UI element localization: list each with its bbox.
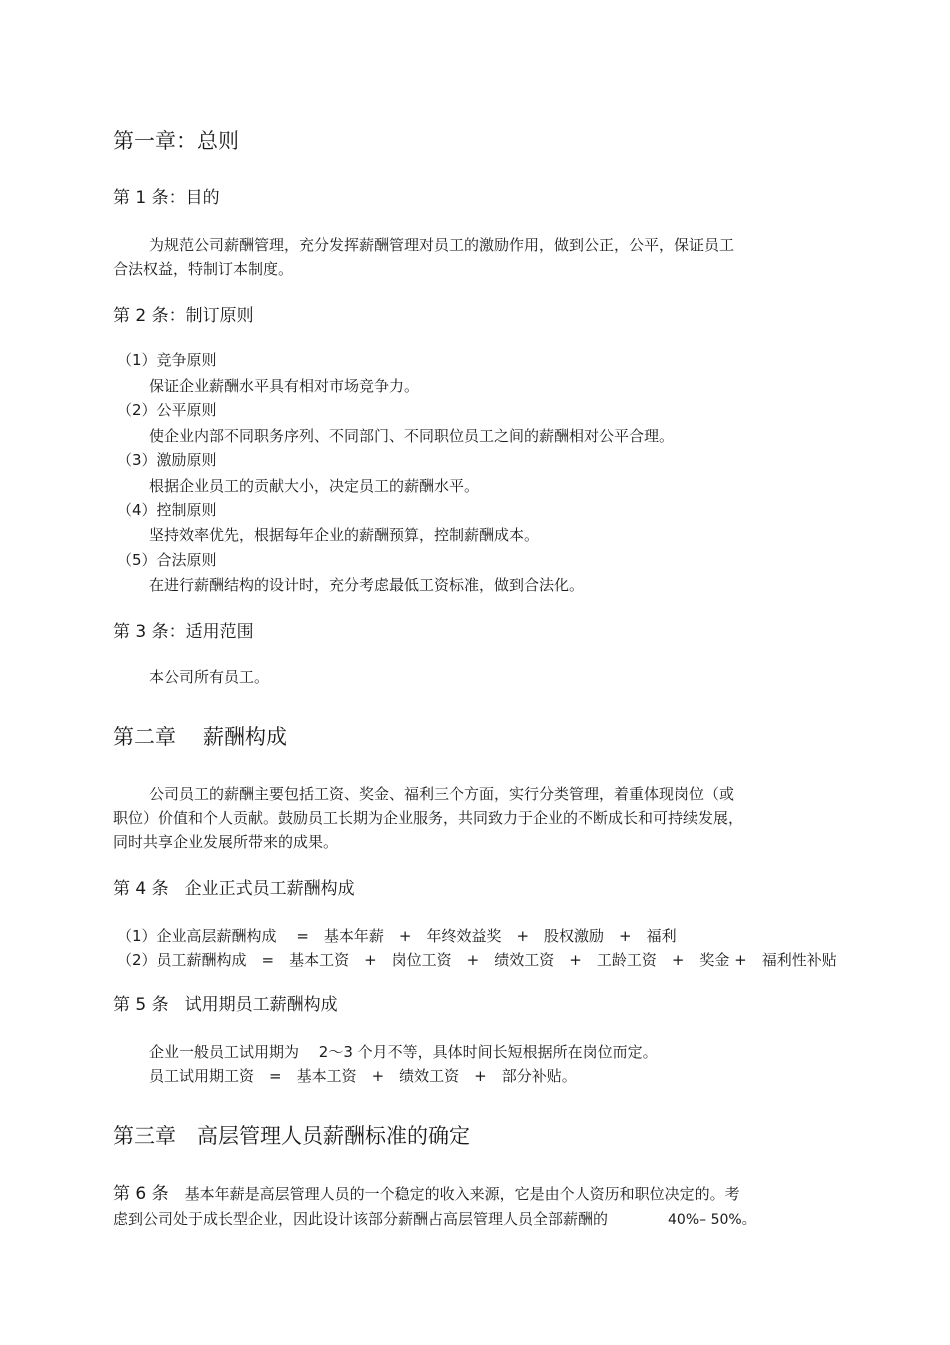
article-1-paragraph-line-1: 为规范公司薪酬管理，充分发挥薪酬管理对员工的激励作用，做到公正，公平，保证员工	[149, 236, 735, 254]
principle-3-desc: 根据企业员工的贡献大小，决定员工的薪酬水平。	[149, 477, 480, 495]
article-3-paragraph: 本公司所有员工。	[149, 668, 270, 686]
principle-2-label: （2）公平原则	[117, 401, 217, 419]
principle-4-desc: 坚持效率优先，根据每年企业的薪酬预算，控制薪酬成本。	[149, 526, 540, 544]
article-6-number: 第 6 条	[113, 1184, 169, 1204]
article-4-formula-1: （1）企业高层薪酬构成 = 基本年薪 + 年终效益奖 + 股权激励 + 福利	[117, 927, 677, 945]
article-6-line-1	[113, 1186, 740, 1203]
article-5-number: 第 5 条	[113, 995, 169, 1015]
principle-5-label: （5）合法原则	[117, 551, 217, 569]
article-2-title: 第 2 条：制订原则	[113, 306, 254, 326]
principle-1-desc: 保证企业薪酬水平具有相对市场竞争力。	[149, 377, 420, 395]
article-1-paragraph-line-2: 合法权益，特制订本制度。	[113, 260, 294, 278]
chapter-2-intro-line-2: 职位）价值和个人贡献。鼓励员工长期为企业服务，共同致力于企业的不断成长和可持续发展，	[113, 809, 744, 827]
article-4-formula-2: （2）员工薪酬构成 = 基本工资 + 岗位工资 + 绩效工资 + 工龄工资 + 奖金 + 福利性补贴	[117, 951, 837, 969]
article-3-title: 第 3 条：适用范围	[113, 622, 254, 642]
article-5-title	[113, 997, 338, 1014]
principle-2-desc: 使企业内部不同职务序列、不同部门、不同职位员工之间的薪酬相对公平合理。	[149, 427, 675, 445]
article-1-title: 第 1 条：目的	[113, 188, 220, 208]
chapter-2-intro-line-3: 同时共享企业发展所带来的成果。	[113, 833, 339, 851]
principle-5-desc: 在进行薪酬结构的设计时，充分考虑最低工资标准，做到合法化。	[149, 576, 585, 594]
chapter-3-title: 第三章 高层管理人员薪酬标准的确定	[113, 1124, 470, 1148]
chapter-2-title	[113, 727, 287, 748]
principle-3-label: （3）激励原则	[117, 451, 217, 469]
chapter-2-intro-line-1: 公司员工的薪酬主要包括工资、奖金、福利三个方面，实行分类管理，着重体现岗位（或	[149, 785, 735, 803]
principle-1-label: （1）竞争原则	[117, 351, 217, 369]
chapter-1-title: 第一章：总则	[113, 129, 239, 153]
article-6-percentage: 40%– 50%。	[668, 1212, 756, 1228]
article-4-number: 第 4 条	[113, 879, 169, 899]
article-5-line-1: 企业一般员工试用期为 2～3 个月不等，具体时间长短根据所在岗位而定。	[149, 1043, 658, 1061]
article-6-text: 基本年薪是高层管理人员的一个稳定的收入来源，它是由个人资历和职位决定的。考	[184, 1185, 740, 1203]
chapter-2-title-text: 薪酬构成	[203, 725, 287, 749]
article-5-heading: 试用期员工薪酬构成	[184, 995, 338, 1015]
principle-4-label: （4）控制原则	[117, 501, 217, 519]
article-6-line-2	[113, 1212, 756, 1227]
article-4-heading: 企业正式员工薪酬构成	[184, 879, 355, 899]
article-6-text-2: 虑到公司处于成长型企业，因此设计该部分薪酬占高层管理人员全部薪酬的	[113, 1210, 609, 1228]
article-4-title	[113, 881, 355, 898]
chapter-2-title-number: 第二章	[113, 725, 176, 749]
article-5-line-2: 员工试用期工资 = 基本工资 + 绩效工资 + 部分补贴。	[149, 1067, 577, 1085]
